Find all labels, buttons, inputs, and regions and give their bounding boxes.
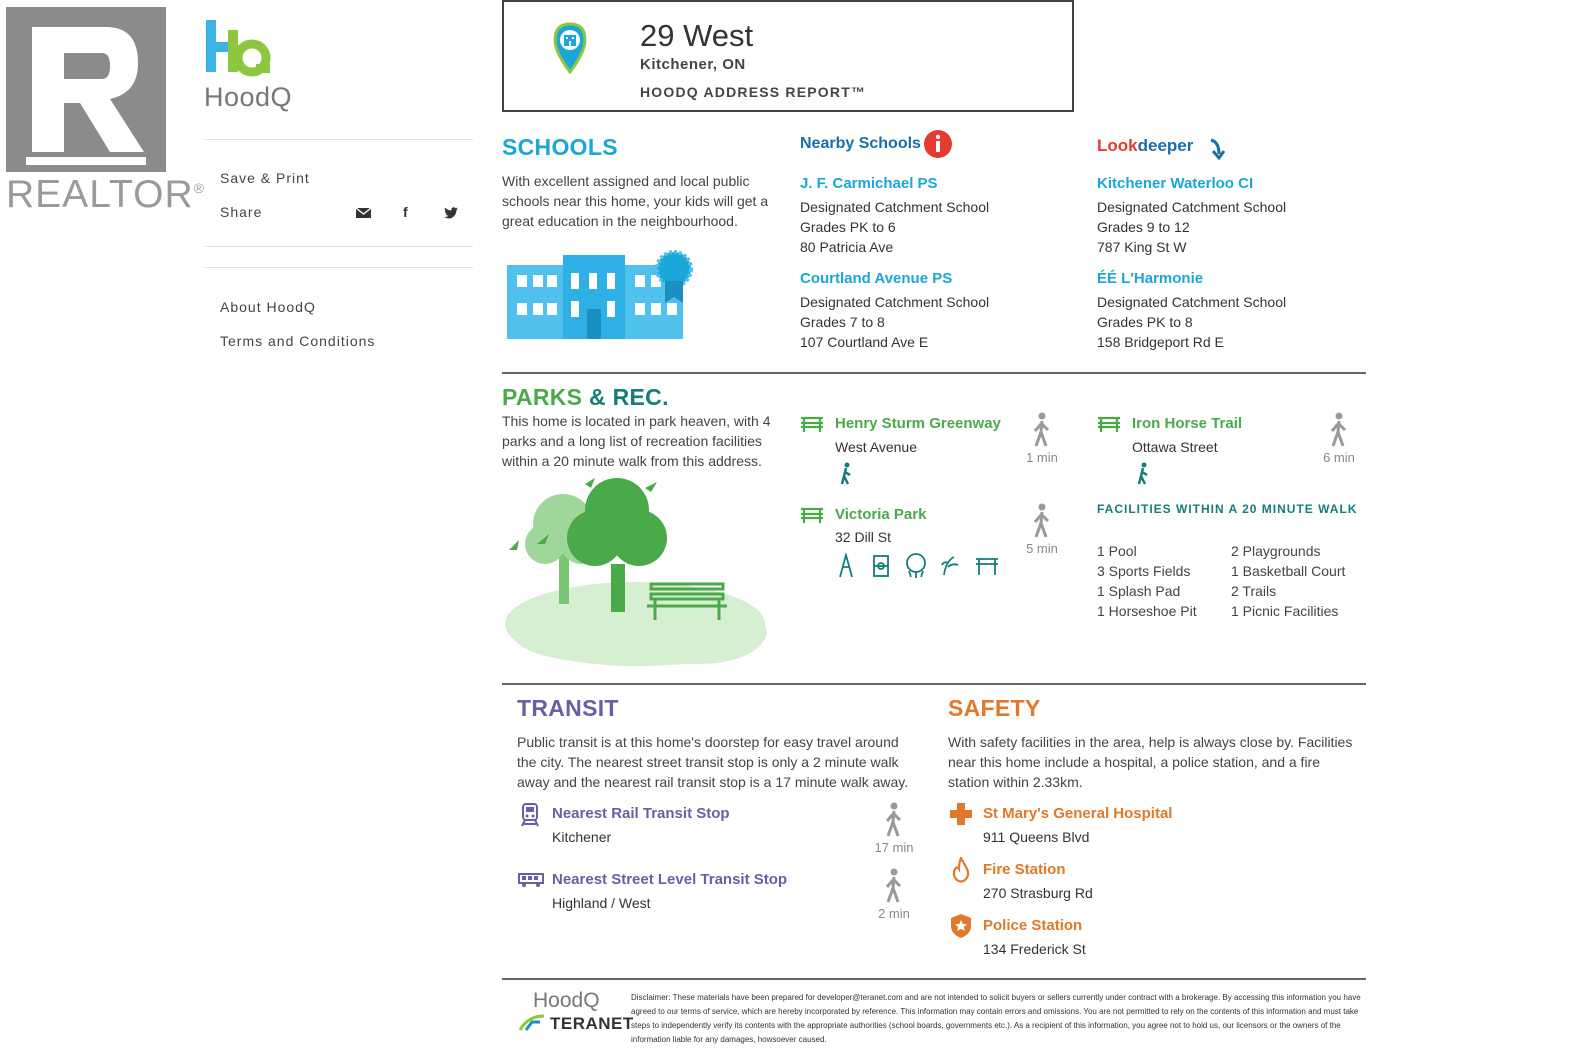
park-address: 32 Dill St xyxy=(835,529,892,545)
section-divider xyxy=(502,683,1366,685)
safety-facility-name[interactable]: St Mary's General Hospital xyxy=(983,805,1173,822)
realtor-wordmark: REALTOR xyxy=(6,173,194,216)
parks-description: This home is located in park heaven, with 4 parks and a long list of recreation facilities within a 20 minute walk from this address. xyxy=(502,413,771,469)
sidebar-divider xyxy=(205,267,473,268)
school-address: 787 King St W xyxy=(1097,239,1187,255)
schools-description: With excellent assigned and local public schools near this home, your kids will get a great education in the neighbourhood. xyxy=(502,173,769,229)
teranet-logo-text: TERANET xyxy=(550,1014,634,1033)
school-address: 158 Bridgeport Rd E xyxy=(1097,334,1224,350)
park-bench-icon xyxy=(800,506,824,524)
fire-icon xyxy=(951,857,971,883)
school-type: Designated Catchment School xyxy=(800,294,990,310)
park-address: Ottawa Street xyxy=(1132,439,1218,455)
school-address: 80 Patricia Ave xyxy=(800,239,894,255)
hoodq-logo xyxy=(204,18,314,113)
realtor-r-mark xyxy=(6,7,166,172)
safety-facility-address: 134 Frederick St xyxy=(983,941,1086,957)
parks-title-word: PARKS xyxy=(502,384,583,410)
school-address: 107 Courtland Ave E xyxy=(800,334,929,350)
deeper-word: deeper xyxy=(1137,136,1194,155)
walking-person-icon xyxy=(1031,412,1053,448)
walk-time: 17 min xyxy=(874,840,914,855)
walking-person-icon xyxy=(1328,412,1350,448)
facility-item: 1 Pool xyxy=(1097,543,1137,559)
safety-facility-address: 911 Queens Blvd xyxy=(983,829,1090,845)
school-grades: Grades 9 to 12 xyxy=(1097,219,1190,235)
address-city: Kitchener, ON xyxy=(640,56,746,73)
safety-description: With safety facilities in the area, help is always close by. Facilities near this home include a hospital, a police station, and a fire station within 2.33km. xyxy=(948,734,1353,790)
playground-icon xyxy=(840,555,852,577)
section-divider xyxy=(502,372,1366,374)
facility-item: 1 Splash Pad xyxy=(1097,583,1181,599)
facility-item: 2 Playgrounds xyxy=(1231,543,1321,559)
park-name[interactable]: Victoria Park xyxy=(835,506,927,523)
save-print-link[interactable]: Save & Print xyxy=(220,170,310,186)
info-icon[interactable] xyxy=(923,129,953,159)
trail-walker-icon xyxy=(839,462,853,486)
sidebar-divider xyxy=(205,246,473,247)
safety-facility-name[interactable]: Police Station xyxy=(983,917,1083,934)
email-share-icon[interactable] xyxy=(356,206,371,222)
hoodq-logo-text: HoodQ xyxy=(204,82,293,112)
basketball-icon xyxy=(907,554,925,572)
walk-time: 5 min xyxy=(1026,541,1058,556)
picnic-icon xyxy=(976,559,998,575)
look-deeper-label xyxy=(1097,136,1193,156)
trail-walker-icon xyxy=(1136,462,1150,486)
school-grades: Grades PK to 6 xyxy=(800,219,896,235)
sidebar-divider xyxy=(205,139,473,140)
hospital-cross-icon xyxy=(949,802,973,826)
walking-person-icon xyxy=(883,802,905,838)
walk-time: 2 min xyxy=(878,906,910,921)
splash-pad-icon xyxy=(942,557,958,575)
safety-facility-name[interactable]: Fire Station xyxy=(983,861,1066,878)
facilities-title: FACILITIES WITHIN A 20 MINUTE WALK xyxy=(1097,502,1358,516)
section-divider xyxy=(502,978,1366,980)
facility-item: 1 Picnic Facilities xyxy=(1231,603,1339,619)
rec-title-word: & REC. xyxy=(582,384,669,410)
school-name[interactable]: J. F. Carmichael PS xyxy=(800,175,938,192)
school-type: Designated Catchment School xyxy=(1097,294,1287,310)
facility-item: 2 Trails xyxy=(1231,583,1277,599)
share-label: Share xyxy=(220,204,263,220)
school-name[interactable]: ÉÉ L'Harmonie xyxy=(1097,270,1204,287)
walking-person-icon xyxy=(1031,503,1053,539)
park-address: West Avenue xyxy=(835,439,917,455)
safety-title: SAFETY xyxy=(948,695,1041,721)
school-name[interactable]: Courtland Avenue PS xyxy=(800,270,953,287)
facebook-share-icon[interactable]: f xyxy=(403,204,408,220)
schools-title: SCHOOLS xyxy=(502,134,618,160)
school-grades: Grades PK to 8 xyxy=(1097,314,1193,330)
transit-description: Public transit is at this home's doorstep for easy travel around the city. The nearest street transit stop is only a 2 minute walk away and the nearest rail transit stop is a 17 minute walk away. xyxy=(517,734,909,790)
transit-stop-name[interactable]: Nearest Rail Transit Stop xyxy=(552,805,730,822)
school-name[interactable]: Kitchener Waterloo CI xyxy=(1097,175,1254,192)
park-facility-icons xyxy=(836,553,1006,579)
twitter-share-icon[interactable] xyxy=(444,206,458,222)
police-badge-icon xyxy=(950,913,972,939)
school-grades: Grades 7 to 8 xyxy=(800,314,885,330)
nearby-schools-label: Nearby Schools xyxy=(800,135,921,152)
facility-item: 1 Horseshoe Pit xyxy=(1097,603,1197,619)
park-name[interactable]: Iron Horse Trail xyxy=(1132,415,1243,432)
bus-icon xyxy=(518,872,544,888)
park-illustration xyxy=(505,474,770,669)
report-title: HOODQ ADDRESS REPORT™ xyxy=(640,84,867,100)
address-title: 29 West xyxy=(640,18,754,53)
teranet-logo-icon xyxy=(518,1014,546,1032)
transit-stop-location: Highland / West xyxy=(552,895,651,911)
transit-title: TRANSIT xyxy=(517,695,619,721)
realtor-logo xyxy=(6,7,205,217)
school-type: Designated Catchment School xyxy=(1097,199,1287,215)
facility-item: 3 Sports Fields xyxy=(1097,563,1191,579)
parks-title xyxy=(502,384,669,411)
disclaimer: Disclaimer: These materials have been prepared for developer@teranet.com and are not intended to solicit buyers or sellers currently under contract with a brokerage. By accessing this information you have agreed to our terms of service, which are hereby incorporated by reference. This information may contain errors and omissions. You are not permitted to rely on the contents of this information and must take steps to independently verify its contents with the appropriate authorities (school boards, governments etc.). As a recipient of this information, you agree not to hold us, our licensors or the owners of the information liable for any damages, howsoever caused. xyxy=(631,993,1361,1044)
park-bench-icon xyxy=(1097,415,1121,433)
look-word: Look xyxy=(1097,136,1138,155)
about-hoodq-link[interactable]: About HoodQ xyxy=(220,299,316,315)
registered-mark: ® xyxy=(193,180,205,196)
address-header xyxy=(502,0,1074,112)
terms-link[interactable]: Terms and Conditions xyxy=(220,333,376,349)
arrow-down-icon xyxy=(1208,138,1226,160)
footer-hoodq-logo: HoodQ xyxy=(533,989,600,1012)
walk-time: 6 min xyxy=(1323,450,1355,465)
safety-facility-address: 270 Strasburg Rd xyxy=(983,885,1093,901)
park-bench-icon xyxy=(800,415,824,433)
transit-stop-name[interactable]: Nearest Street Level Transit Stop xyxy=(552,871,788,888)
park-name[interactable]: Henry Sturm Greenway xyxy=(835,415,1001,432)
transit-stop-location: Kitchener xyxy=(552,829,612,845)
school-building-illustration xyxy=(505,247,697,343)
walking-person-icon xyxy=(883,868,905,904)
school-type: Designated Catchment School xyxy=(800,199,990,215)
location-pin-icon xyxy=(552,22,588,74)
walk-time: 1 min xyxy=(1026,450,1058,465)
hoodq-logo-mark-icon xyxy=(204,18,274,80)
train-icon xyxy=(520,803,540,827)
facility-item: 1 Basketball Court xyxy=(1231,563,1346,579)
